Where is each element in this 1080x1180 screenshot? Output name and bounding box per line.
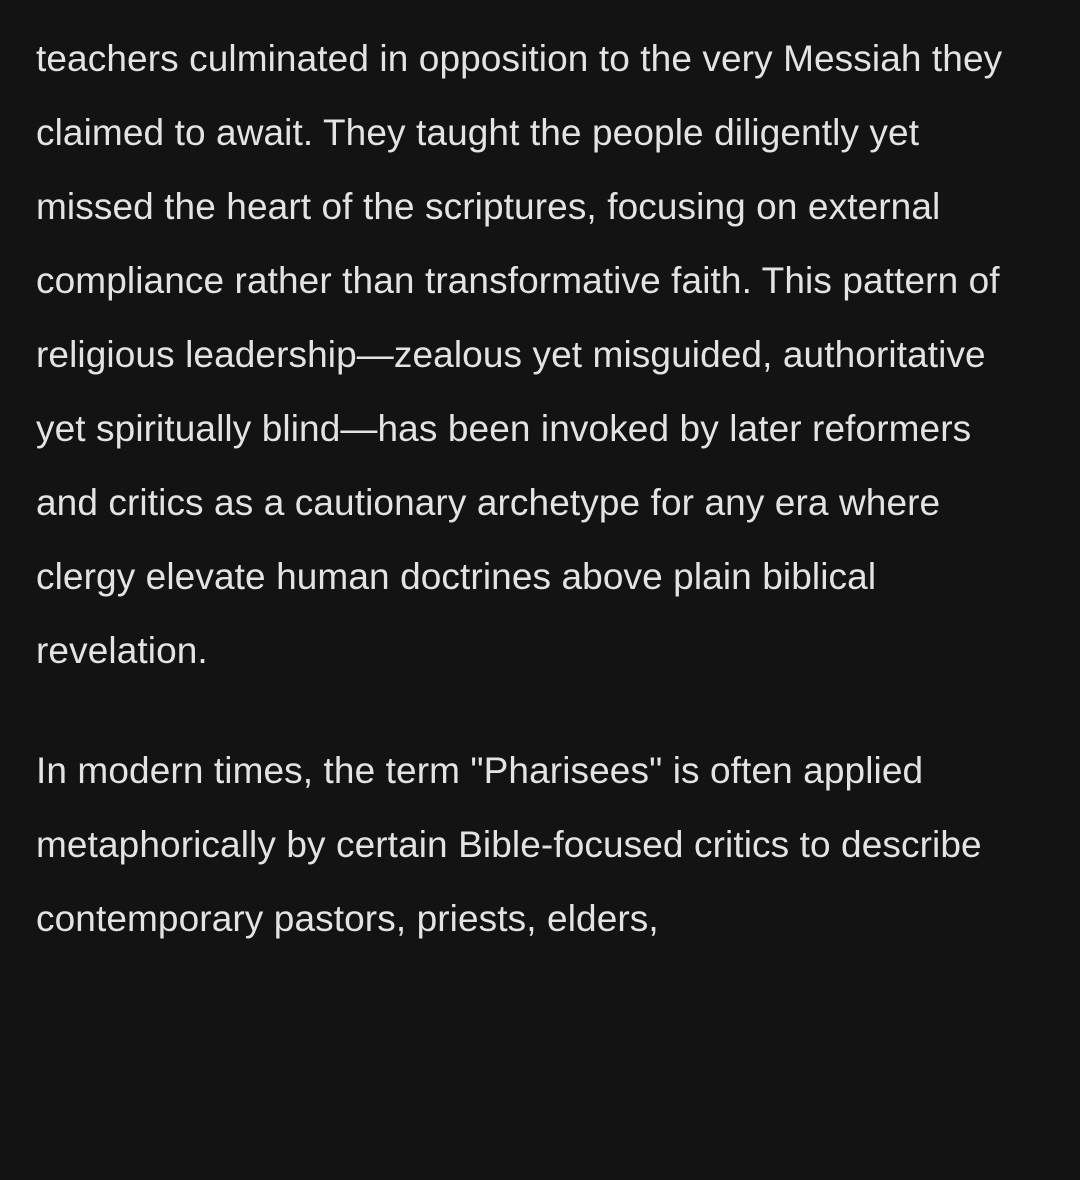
- article-body: [36, 22, 1036, 956]
- paragraph-2: In modern times, the term "Pharisees" is often applied metaphorically by certain Bible-focused critics to describe contemporary pastors, priests, elders,: [36, 750, 982, 939]
- paragraph-1: teachers culminated in opposition to the very Messiah they claimed to await. They taught the people diligently yet missed the heart of the scriptures, focusing on external compliance rather than transformative faith. This pattern of religious leadership—zealous yet misguided, authoritative yet spiritually blind—has been invoked by later reformers and critics as a cautionary archetype for any era where clergy elevate human doctrines above plain biblical revelation.: [36, 38, 1003, 671]
- scrollbar[interactable]: [1074, 0, 1080, 1180]
